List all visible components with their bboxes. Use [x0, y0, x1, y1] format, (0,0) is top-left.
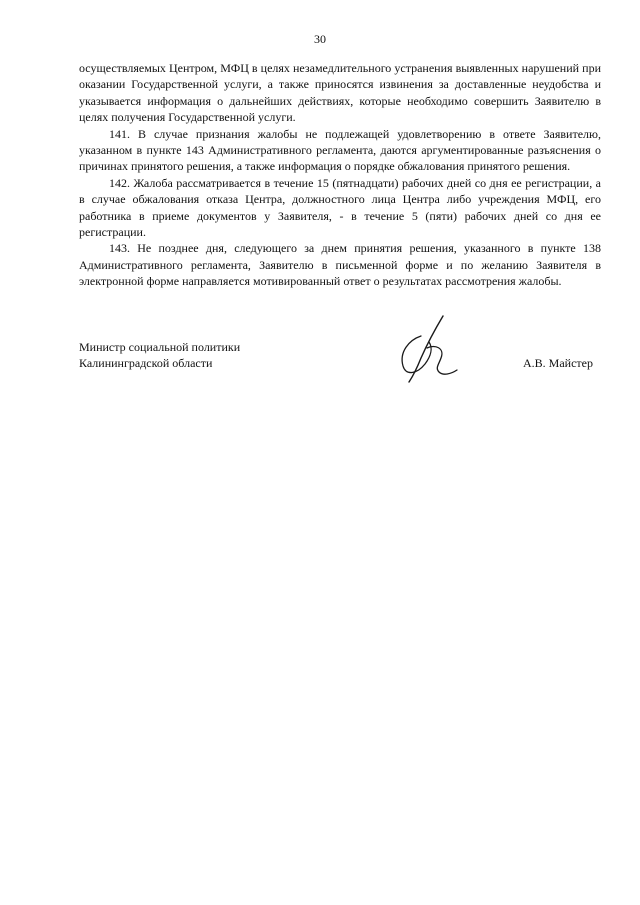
signer-position-line-2: Калининградской области — [79, 355, 213, 370]
signer-name: А.В. Майстер — [523, 355, 593, 370]
paragraph-continuation: осуществляемых Центром, МФЦ в целях незамедлительного устранения выявленных нарушений при оказании Государственной услуги, а также приносятся извинения за доставленные неудобства и указывается информация о дальнейших действиях, которые необходимо совершить Заявителю в целях получения Государственной услуги. — [79, 61, 601, 125]
handwritten-signature — [391, 314, 471, 384]
signer-position — [79, 340, 339, 371]
document-body — [79, 60, 601, 290]
page-number: 30 — [314, 32, 326, 46]
signature-block — [79, 340, 599, 400]
paragraph-142: 142. Жалоба рассматривается в течение 15 (пятнадцати) рабочих дней со дня ее регистрации, а в случае обжалования отказа Центра, должностного лица Центра либо учреждения МФЦ, его работника в приеме документов у Заявителя, - в течение 5 (пяти) рабочих дней со дня ее регистрации. — [79, 175, 601, 240]
paragraph-141: 141. В случае признания жалобы не подлежащей удовлетворению в ответе Заявителю, указанном в пункте 143 Административного регламента, даются аргументированные разъяснения о причинах принятого решения, а также информация о порядке обжалования принятого решения. — [79, 126, 601, 174]
paragraph-143: 143. Не позднее дня, следующего за днем принятия решения, указанного в пункте 138 Административного регламента, Заявителю в письменной форме и по желанию Заявителя в электронной форме направляется мотивированный ответ о результатах рассмотрения жалобы. — [79, 241, 601, 289]
signer-position-line-1: Министр социальной политики — [79, 340, 241, 354]
